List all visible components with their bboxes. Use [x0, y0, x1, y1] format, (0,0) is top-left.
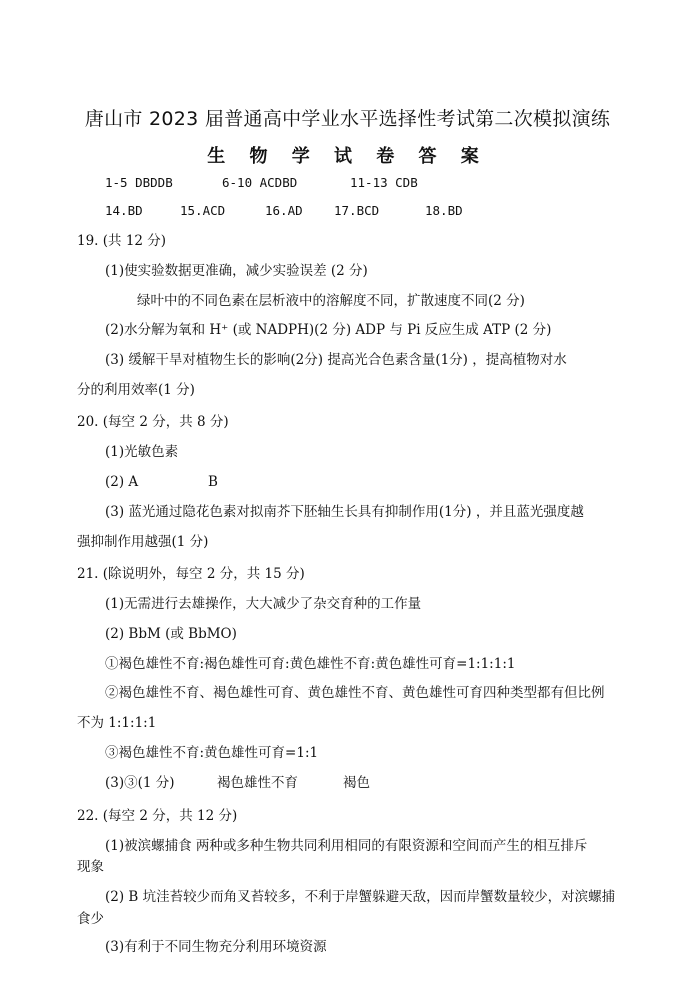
mc-answer-18: 18.BD [425, 203, 463, 218]
mc-answer-16: 16.AD [265, 203, 303, 218]
mc-answer-11-13: 11-13 CDB [350, 175, 418, 190]
answer-line: (3) 缓解干旱对植物生长的影响(2分) 提高光合色素含量(1分) ，提高植物对水 [105, 352, 567, 368]
answer-line: (2) A [105, 474, 139, 490]
mc-answer-1-5: 1-5 DBDDB [105, 175, 173, 190]
answer-line: 食少 [77, 911, 104, 927]
answer-line: (2) B 坑洼苔较少而角叉苔较多，不利于岸蟹躲避天敌，因而岸蟹数量较少，对滨螺捕 [105, 889, 616, 905]
answer-line: (3) 蓝光通过隐花色素对拟南芥下胚轴生长具有抑制作用(1分) ，并且蓝光强度越 [105, 504, 584, 520]
answer-line: 褐色雄性不育 [217, 775, 298, 791]
mc-answer-15: 15.ACD [180, 203, 226, 218]
answer-line: (2)水分解为氧和 H⁺ (或 NADPH)(2 分) ADP 与 Pi 反应生成 ATP (2 分) [105, 322, 552, 338]
answer-line: ①褐色雄性不育:褐色雄性可育:黄色雄性不育:黄色雄性可育=1:1:1:1 [105, 656, 516, 672]
mc-answer-17: 17.BCD [334, 203, 380, 218]
question-21-heading: 21. (除说明外，每空 2 分，共 15 分) [77, 566, 305, 582]
question-19-heading: 19. (共 12 分) [77, 233, 167, 249]
answer-line: ③褐色雄性不育:黄色雄性可育=1:1 [105, 745, 319, 761]
page-subtitle: 生 物 学 试 卷 答 案 [207, 146, 488, 167]
answer-line: 分的利用效率(1 分) [77, 382, 195, 398]
answer-line: (1)光敏色素 [105, 444, 179, 460]
answer-line: (3)有利于不同生物充分利用环境资源 [105, 939, 327, 955]
answer-line: B [208, 474, 218, 490]
answer-line: (2) BbM (或 BbMO) [105, 626, 237, 642]
mc-answer-14: 14.BD [105, 203, 143, 218]
page-title: 唐山市 2023 届普通高中学业水平选择性考试第二次模拟演练 [84, 108, 611, 130]
answer-line: (1)被滨螺捕食 两种或多种生物共同利用相同的有限资源和空间而产生的相互排斥 [105, 838, 588, 854]
answer-line: (1)无需进行去雄操作，大大减少了杂交育种的工作量 [105, 596, 422, 612]
mc-answer-6-10: 6-10 ACDBD [222, 175, 298, 190]
answer-line: 褐色 [343, 775, 370, 791]
answer-line: (1)使实验数据更准确，减少实验误差 (2 分) [105, 263, 368, 279]
answer-line: 绿叶中的不同色素在层析液中的溶解度不同，扩散速度不同(2 分) [137, 293, 525, 309]
answer-line: 强抑制作用越强(1 分) [77, 534, 209, 550]
answer-line: ②褐色雄性不育、褐色雄性可育、黄色雄性不育、黄色雄性可育四种类型都有但比例 [105, 685, 605, 701]
answer-line: 现象 [77, 859, 104, 875]
question-22-heading: 22. (每空 2 分，共 12 分) [77, 808, 238, 824]
question-20-heading: 20. (每空 2 分，共 8 分) [77, 414, 229, 430]
answer-line: (3)③(1 分) [105, 775, 175, 791]
answer-line: 不为 1:1:1:1 [77, 715, 157, 731]
